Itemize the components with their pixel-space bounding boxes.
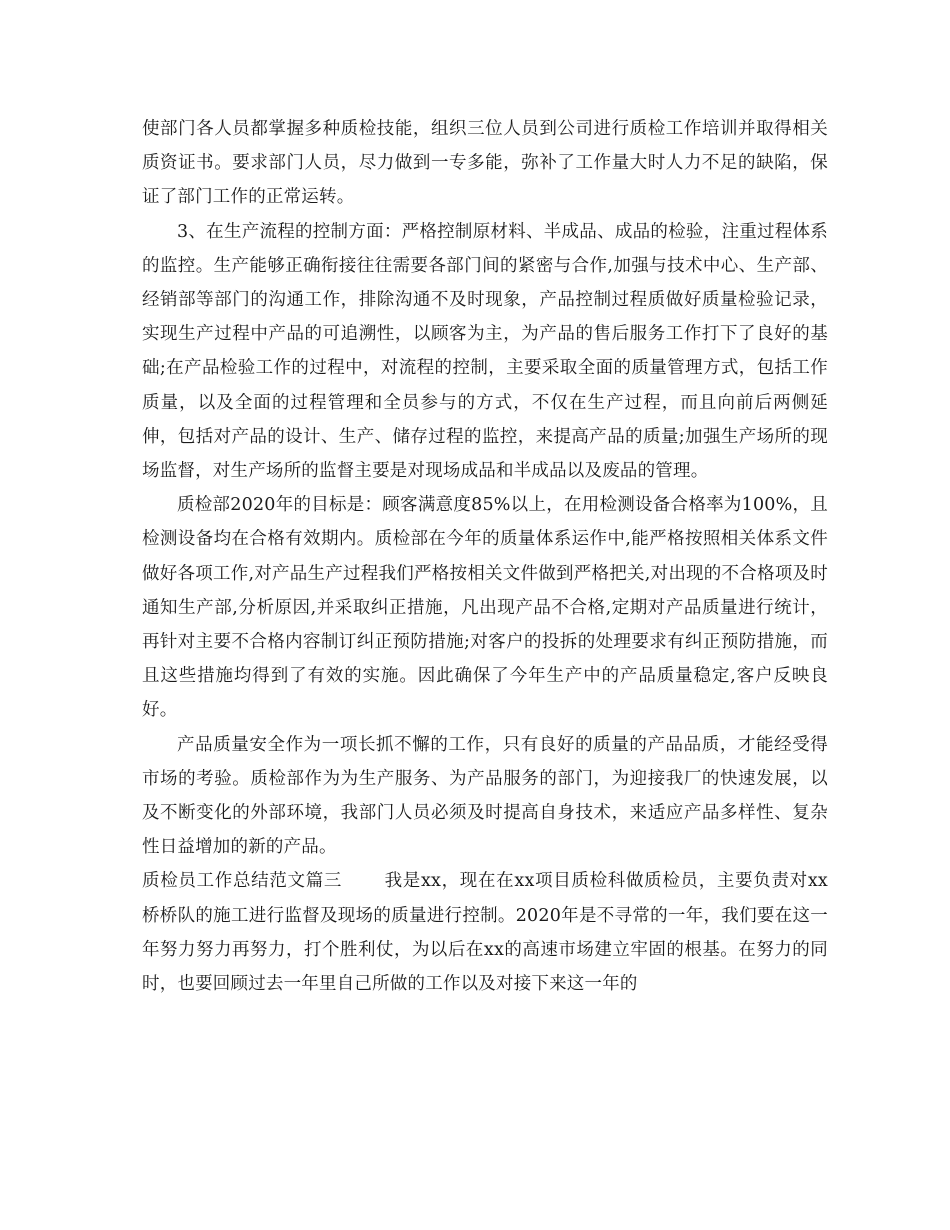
final-section-paragraph <box>142 864 828 1001</box>
paragraph-1: 使部门各人员都掌握多种质检技能，组织三位人员到公司进行质检工作培训并取得相关质资证书。要求部门人员，尽力做到一专多能，弥补了工作量大时人力不足的缺陷，保证了部门工作的正常运转。 <box>142 119 828 208</box>
paragraph-3: 质检部2020年的目标是：顾客满意度85%以上，在用检测设备合格率为100%，且检测设备均在合格有效期内。质检部在今年的质量体系运作中,能严格按照相关体系文件做好各项工作,对产品生产过程我们严格按相关文件做到严格把关,对出现的不合格项及时通知生产部,分析原因,并采取纠正措施，凡出现产品不合格,定期对产品质量进行统计，再针对主要不合格内容制订纠正预防措施;对客户的投拆的处理要求有纠正预防措施，而且这些措施均得到了有效的实施。因此确保了今年生产中的产品质量稳定,客户反映良好。 <box>142 495 828 721</box>
section-title: 质检员工作总结范文篇三 <box>142 871 343 892</box>
final-section-text: 我是xx，现在在xx项目质检科做质检员，主要负责对xx桥桥队的施工进行监督及现场的质量进行控制。2020年是不寻常的一年，我们要在这一年努力努力再努力，打个胜利仗，为以后在xx的高速市场建立牢固的根基。在努力的同时，也要回顾过去一年里自己所做的工作以及对接下来这一年的 <box>142 871 828 995</box>
paragraph-4: 产品质量安全作为一项长抓不懈的工作，只有良好的质量的产品品质，才能经受得市场的考验。质检部作为为生产服务、为产品服务的部门，为迎接我厂的快速发展，以及不断变化的外部环境，我部门人员必须及时提高自身技术，来适应产品多样性、复杂性日益增加的新的产品。 <box>142 734 828 858</box>
paragraph-2: 3、在生产流程的控制方面：严格控制原材料、半成品、成品的检验，注重过程体系的监控。生产能够正确衔接往往需要各部门间的紧密与合作,加强与技术中心、生产部、经销部等部门的沟通工作，排除沟通不及时现象，产品控制过程质做好质量检验记录，实现生产过程中产品的可追溯性，以顾客为主，为产品的售后服务工作打下了良好的基础;在产品检验工作的过程中，对流程的控制，主要采取全面的质量管理方式，包括工作质量，以及全面的过程管理和全员参与的方式，不仅在生产过程，而且向前后两侧延伸，包括对产品的设计、生产、储存过程的监控，来提高产品的质量;加强生产场所的现场监督，对生产场所的监督主要是对现场成品和半成品以及废品的管理。 <box>142 221 828 482</box>
document-body <box>142 112 828 1001</box>
